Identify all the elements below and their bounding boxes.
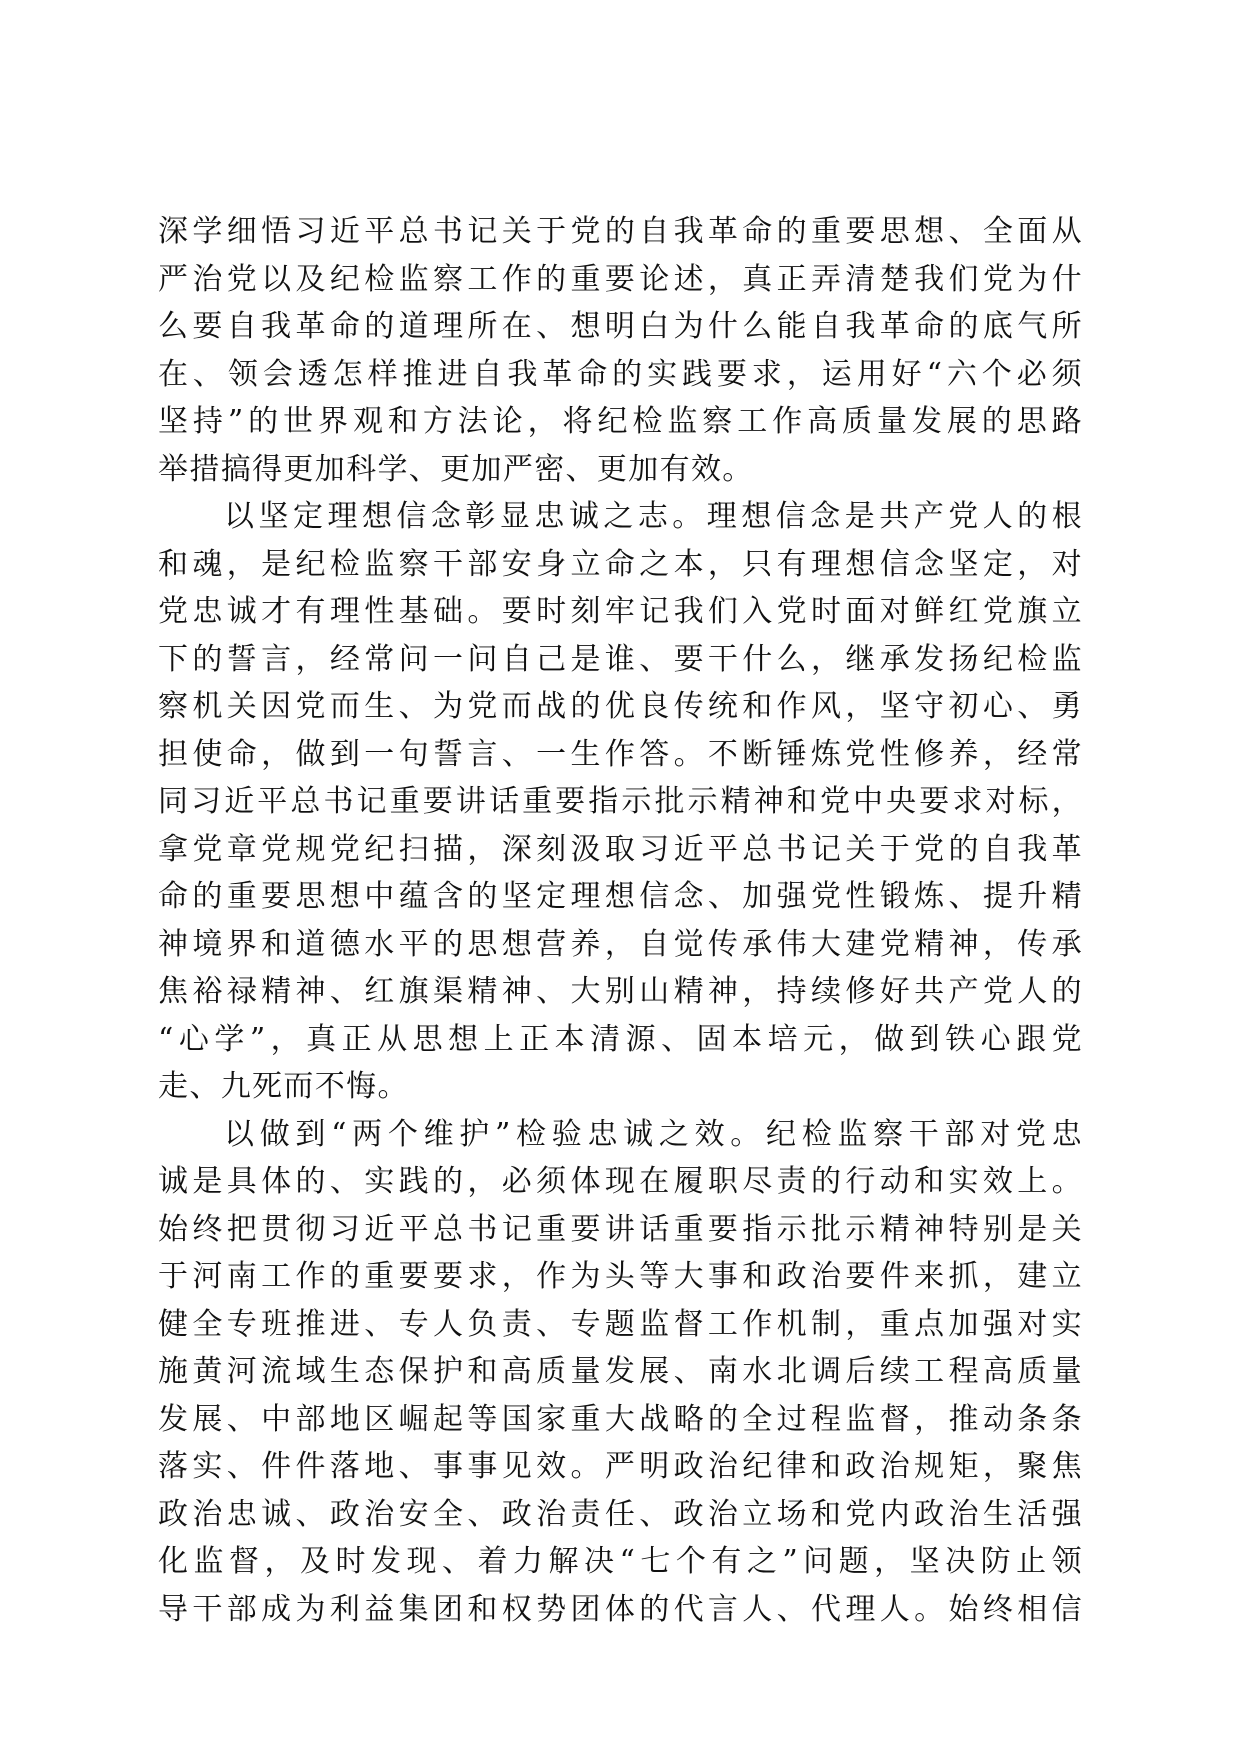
text-line: 健全专班推进、专人负责、专题监督工作机制，重点加强对实 — [158, 1306, 1083, 1342]
text-line: 坚持”的世界观和方法论，将纪检监察工作高质量发展的思路 — [158, 404, 1083, 439]
text-line: 化监督，及时发现、着力解决“七个有之”问题，坚决防止领 — [158, 1544, 1083, 1579]
text-line: 落实、件件落地、事事见效。严明政治纪律和政治规矩，聚焦 — [158, 1449, 1083, 1484]
text-line: 神境界和道德水平的思想营养，自觉传承伟大建党精神，传承 — [158, 926, 1083, 962]
text-line: 举措搞得更加科学、更加严密、更加有效。 — [158, 451, 754, 487]
paragraph-2 — [158, 493, 1083, 1111]
text-line: 下的誓言，经常问一问自己是谁、要干什么，继承发扬纪检监 — [158, 641, 1083, 677]
text-line: 命的重要思想中蕴含的坚定理想信念、加强党性锻炼、提升精 — [158, 879, 1083, 914]
text-line: 于河南工作的重要要求，作为头等大事和政治要件来抓，建立 — [158, 1259, 1083, 1294]
text-line: 同习近平总书记重要讲话重要指示批示精神和党中央要求对标， — [158, 784, 1083, 819]
text-line: 以做到“两个维护”检验忠诚之效。纪检监察干部对党忠 — [224, 1116, 1083, 1152]
text-line: 和魂，是纪检监察干部安身立命之本，只有理想信念坚定，对 — [158, 546, 1083, 582]
text-line: 担使命，做到一句誓言、一生作答。不断锤炼党性修养，经常 — [158, 736, 1083, 772]
text-line: 诚是具体的、实践的，必须体现在履职尽责的行动和实效上。 — [158, 1164, 1083, 1199]
text-line: 导干部成为利益集团和权势团体的代言人、代理人。始终相信 — [158, 1591, 1083, 1627]
text-line: 拿党章党规党纪扫描，深刻汲取习近平总书记关于党的自我革 — [158, 831, 1083, 867]
text-line: “心学”，真正从思想上正本清源、固本培元，做到铁心跟党 — [158, 1021, 1083, 1057]
text-line: 察机关因党而生、为党而战的优良传统和作风，坚守初心、勇 — [158, 689, 1083, 724]
text-line: 深学细悟习近平总书记关于党的自我革命的重要思想、全面从 — [158, 214, 1083, 249]
paragraph-3 — [158, 1111, 1083, 1634]
text-line: 发展、中部地区崛起等国家重大战略的全过程监督，推动条条 — [158, 1401, 1083, 1437]
text-line: 施黄河流域生态保护和高质量发展、南水北调后续工程高质量 — [158, 1354, 1083, 1389]
text-line: 始终把贯彻习近平总书记重要讲话重要指示批示精神特别是关 — [158, 1211, 1083, 1247]
text-line: 严治党以及纪检监察工作的重要论述，真正弄清楚我们党为什 — [158, 261, 1083, 297]
text-line: 党忠诚才有理性基础。要时刻牢记我们入党时面对鲜红党旗立 — [158, 594, 1083, 629]
text-line: 在、领会透怎样推进自我革命的实践要求，运用好“六个必须 — [158, 356, 1083, 392]
text-line: 走、九死而不悔。 — [158, 1069, 409, 1104]
text-line: 以坚定理想信念彰显忠诚之志。理想信念是共产党人的根 — [224, 499, 1083, 534]
text-line: 么要自我革命的道理所在、想明白为什么能自我革命的底气所 — [158, 309, 1083, 344]
paragraph-1 — [158, 208, 1083, 493]
text-line: 焦裕禄精神、红旗渠精神、大别山精神，持续修好共产党人的 — [158, 974, 1083, 1009]
document-body — [158, 208, 1083, 1633]
text-line: 政治忠诚、政治安全、政治责任、政治立场和党内政治生活强 — [158, 1496, 1083, 1532]
